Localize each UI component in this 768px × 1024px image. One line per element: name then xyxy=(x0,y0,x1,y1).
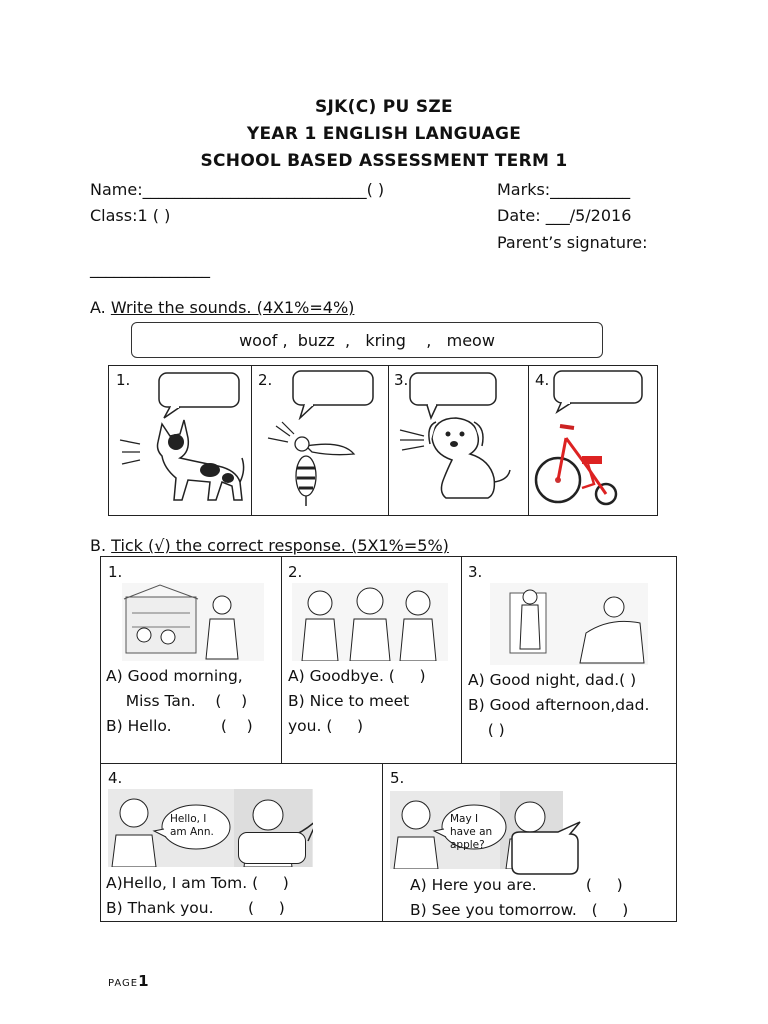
subject-title: YEAR 1 ENGLISH LANGUAGE xyxy=(246,124,522,144)
divider xyxy=(251,365,252,516)
school-scene-picture xyxy=(122,583,264,661)
page-footer xyxy=(108,972,150,990)
bee-picture xyxy=(262,420,372,514)
option-text: B) Good afternoon,dad. xyxy=(468,696,650,714)
signature-line: _______________ xyxy=(90,259,210,278)
option-text: Miss Tan. ( ) xyxy=(106,692,248,710)
section-b-letter: B. xyxy=(90,536,107,555)
tricycle-icon xyxy=(530,418,626,508)
speech-bubble xyxy=(553,370,645,418)
option-text: B) Hello. ( ) xyxy=(106,717,253,735)
option-text: ( ) xyxy=(468,721,505,739)
option-text: A) Here you are. ( ) xyxy=(410,876,623,894)
parent-signature-label: Parent’s signature: xyxy=(497,233,648,252)
speech-bubble-icon xyxy=(553,370,645,414)
divider xyxy=(382,763,383,922)
section-a-letter: A. xyxy=(90,298,106,317)
word-bank: woof , buzz , kring , meow xyxy=(131,322,603,358)
item-number: 5. xyxy=(390,769,405,787)
option-text: A)Hello, I am Tom. ( ) xyxy=(106,874,289,892)
item-number: 1. xyxy=(116,371,131,389)
speech-text: Hello, I am Ann. xyxy=(170,813,214,838)
answer-bubble xyxy=(238,832,306,864)
section-b-heading xyxy=(90,536,449,555)
date-field: Date: ___/5/2016 xyxy=(497,206,632,225)
item-number: 3. xyxy=(394,371,409,389)
friends-picture xyxy=(292,583,448,661)
divider xyxy=(528,365,529,516)
bee-icon xyxy=(262,420,372,510)
item-number: 4. xyxy=(535,371,550,389)
item-number: 4. xyxy=(108,769,123,787)
school-name: SJK(C) PU SZE xyxy=(315,97,453,117)
item-number: 2. xyxy=(258,371,273,389)
item-number: 1. xyxy=(108,563,123,581)
option-text: A) Good night, dad.( ) xyxy=(468,671,637,689)
dog-icon xyxy=(396,408,522,504)
section-a-heading xyxy=(90,298,354,317)
assessment-title: SCHOOL BASED ASSESSMENT TERM 1 xyxy=(200,151,568,171)
speech-bubble-icon xyxy=(508,820,588,876)
option-text: B) See you tomorrow. ( ) xyxy=(410,901,629,919)
marks-field: Marks:__________ xyxy=(497,180,631,199)
option-text: A) Goodbye. ( ) xyxy=(288,667,426,685)
divider xyxy=(461,556,462,763)
divider xyxy=(388,365,389,516)
cat-icon xyxy=(118,412,248,504)
page-number: 1 xyxy=(138,972,150,990)
speech-bubble-icon xyxy=(292,370,376,420)
option-text: you. ( ) xyxy=(288,717,364,735)
three-boys-icon xyxy=(292,583,448,661)
tricycle-picture xyxy=(530,418,626,512)
section-a-instruction: Write the sounds. (4X1%=4%) xyxy=(110,298,355,317)
speech-bubble xyxy=(292,370,376,424)
bedroom-picture xyxy=(490,583,648,665)
option-text: B) Thank you. ( ) xyxy=(106,899,285,917)
option-text: A) Good morning, xyxy=(106,667,243,685)
page-label: PAGE xyxy=(108,978,139,989)
item-number: 3. xyxy=(468,563,483,581)
cat-picture xyxy=(118,412,248,508)
name-field: Name:____________________________( ) xyxy=(90,180,385,199)
divider xyxy=(281,556,282,763)
divider xyxy=(100,763,677,764)
section-b-instruction: Tick (√) the correct response. (5X1%=5%) xyxy=(111,536,449,555)
option-text: B) Nice to meet xyxy=(288,692,410,710)
school-greeting-icon xyxy=(122,583,264,661)
item-number: 2. xyxy=(288,563,303,581)
class-field: Class:1 ( ) xyxy=(90,206,171,225)
speech-text: May I have an apple? xyxy=(450,813,493,851)
morning-wakeup-icon xyxy=(490,583,648,665)
dog-picture xyxy=(396,408,522,508)
